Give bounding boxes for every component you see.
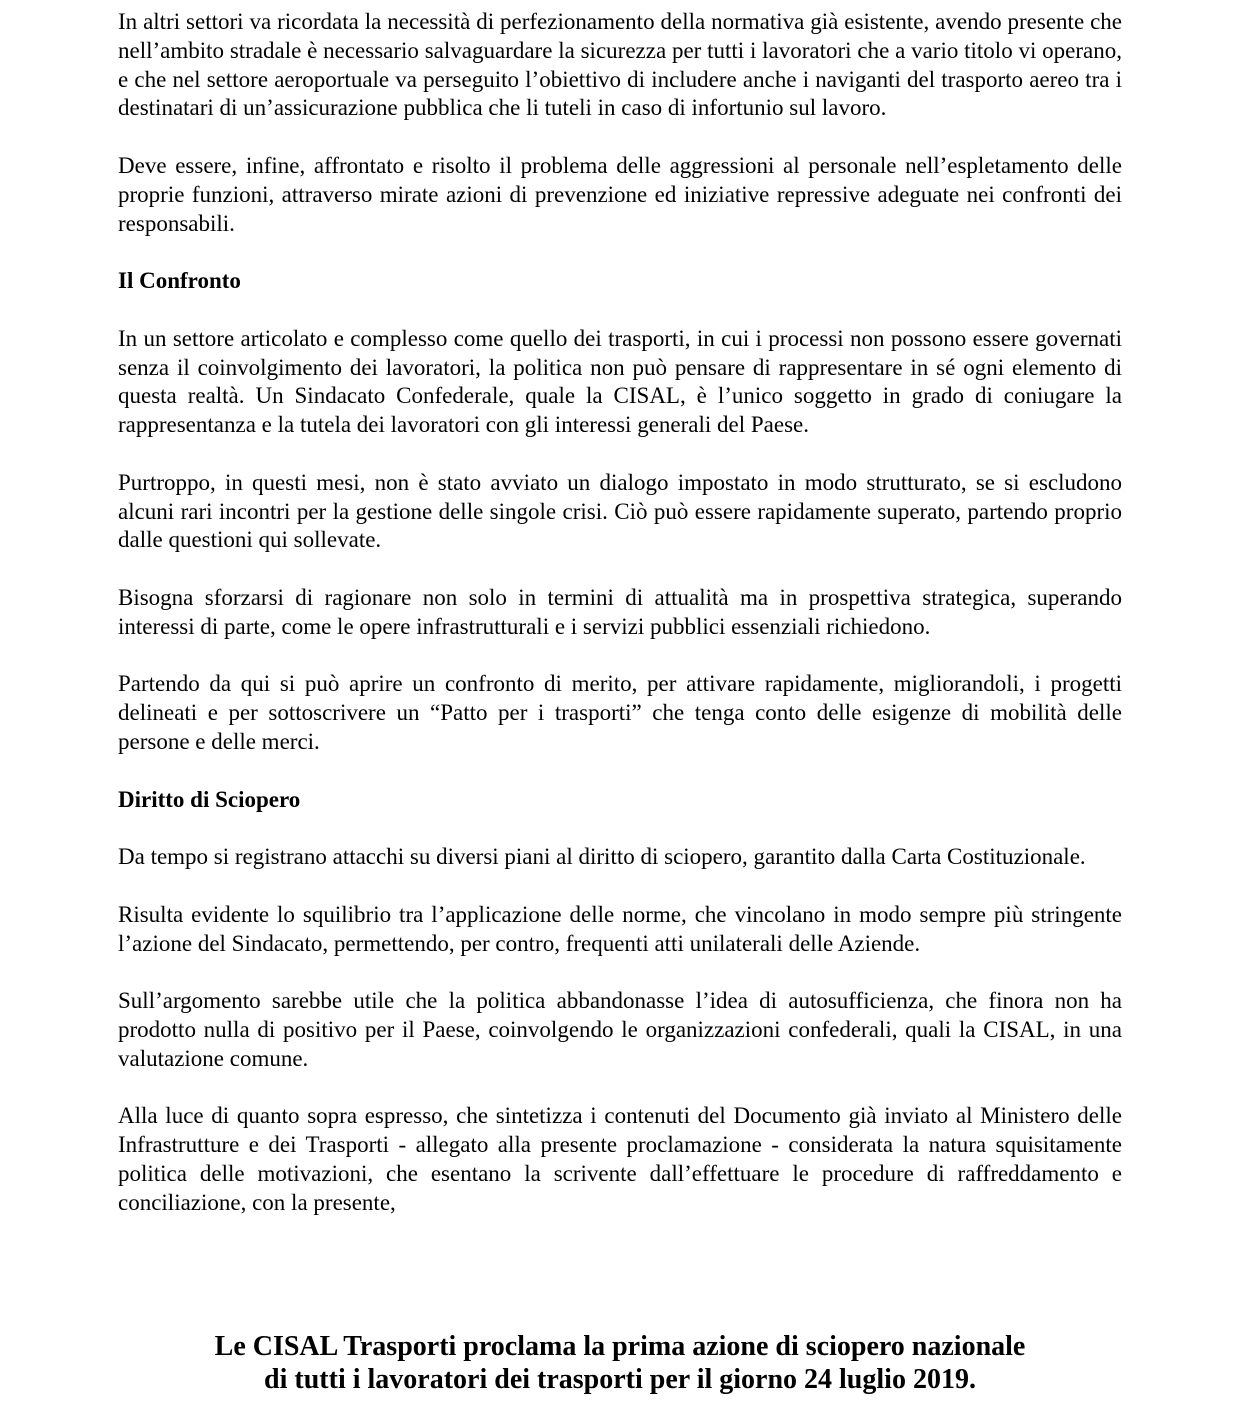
section-heading-confronto: Il Confronto	[118, 268, 241, 294]
paragraph-sciopero-2: Risulta evidente lo squilibrio tra l’applicazione delle norme, che vincolano in modo sempre più stringente l’azione del Sindacato, permettendo, per contro, frequenti atti unilaterali delle Aziende.	[118, 901, 1122, 956]
paragraph-sciopero-3: Sull’argomento sarebbe utile che la politica abbandonasse l’idea di autosufficienza, che finora non ha prodotto nulla di positivo per il Paese, coinvolgendo le organizzazioni confederali, quali la CISAL, in una valutazione comune.	[118, 988, 1122, 1071]
paragraph-aggressioni: Deve essere, infine, affrontato e risolto il problema delle aggressioni al personale nell’espletamento delle proprie funzioni, attraverso mirate azioni di prevenzione ed iniziative repressive adeguate nei confronti dei responsabili.	[118, 152, 1122, 236]
paragraph-confronto-4: Partendo da qui si può aprire un confronto di merito, per attivare rapidamente, migliorandoli, i progetti delineati e per sottoscrivere un “Patto per i trasporti” che tenga conto delle esigenze di mobilità delle persone e delle merci.	[118, 671, 1122, 754]
section-heading-sciopero: Diritto di Sciopero	[118, 786, 301, 812]
paragraph-sciopero-1: Da tempo si registrano attacchi su diversi piani al diritto di sciopero, garantito dalla Carta Costituzionale.	[118, 844, 1086, 870]
proclamation-line-1: Le CISAL Trasporti proclama la prima azione di sciopero nazionale	[214, 1331, 1026, 1362]
proclamation-line-2: di tutti i lavoratori dei trasporti per il giorno 24 luglio 2019.	[264, 1364, 976, 1395]
paragraph-confronto-2: Purtroppo, in questi mesi, non è stato avviato un dialogo impostato in modo strutturato, se si escludono alcuni rari incontri per la gestione delle singole crisi. Ciò può essere rapidamente superato, partendo proprio dalle questioni qui sollevate.	[118, 469, 1122, 553]
paragraph-altri-settori: In altri settori va ricordata la necessità di perfezionamento della normativa già esistente, avendo presente che nell’ambito stradale è necessario salvaguardare la sicurezza per tutti i lavoratori che a vario titolo vi operano, e che nel settore aeroportuale va perseguito l’obiettivo di includere anche i naviganti del trasporto aereo tra i destinatari di un’assicurazione pubblica che li tuteli in caso di infortunio sul lavoro.	[118, 9, 1122, 121]
document-body	[118, 8, 1122, 1246]
paragraph-confronto-3: Bisogna sforzarsi di ragionare non solo in termini di attualità ma in prospettiva strategica, superando interessi di parte, come le opere infrastrutturali e i servizi pubblici essenziali richiedono.	[118, 584, 1122, 639]
paragraph-sciopero-4: Alla luce di quanto sopra espresso, che sintetizza i contenuti del Documento già inviato al Ministero delle Infrastrutture e dei Trasporti - allegato alla presente proclamazione - considerata la natura squisitamente politica delle motivazioni, che esentano la scrivente dall’effettuare le procedure di raffreddamento e conciliazione, con la presente,	[118, 1103, 1122, 1215]
strike-proclamation	[0, 1330, 1240, 1396]
paragraph-confronto-1: In un settore articolato e complesso come quello dei trasporti, in cui i processi non possono essere governati senza il coinvolgimento dei lavoratori, la politica non può pensare di rappresentare in sé ogni elemento di questa realtà. Un Sindacato Confederale, quale la CISAL, è l’unico soggetto in grado di coniugare la rappresentanza e la tutela dei lavoratori con gli interessi generali del Paese.	[118, 325, 1122, 438]
